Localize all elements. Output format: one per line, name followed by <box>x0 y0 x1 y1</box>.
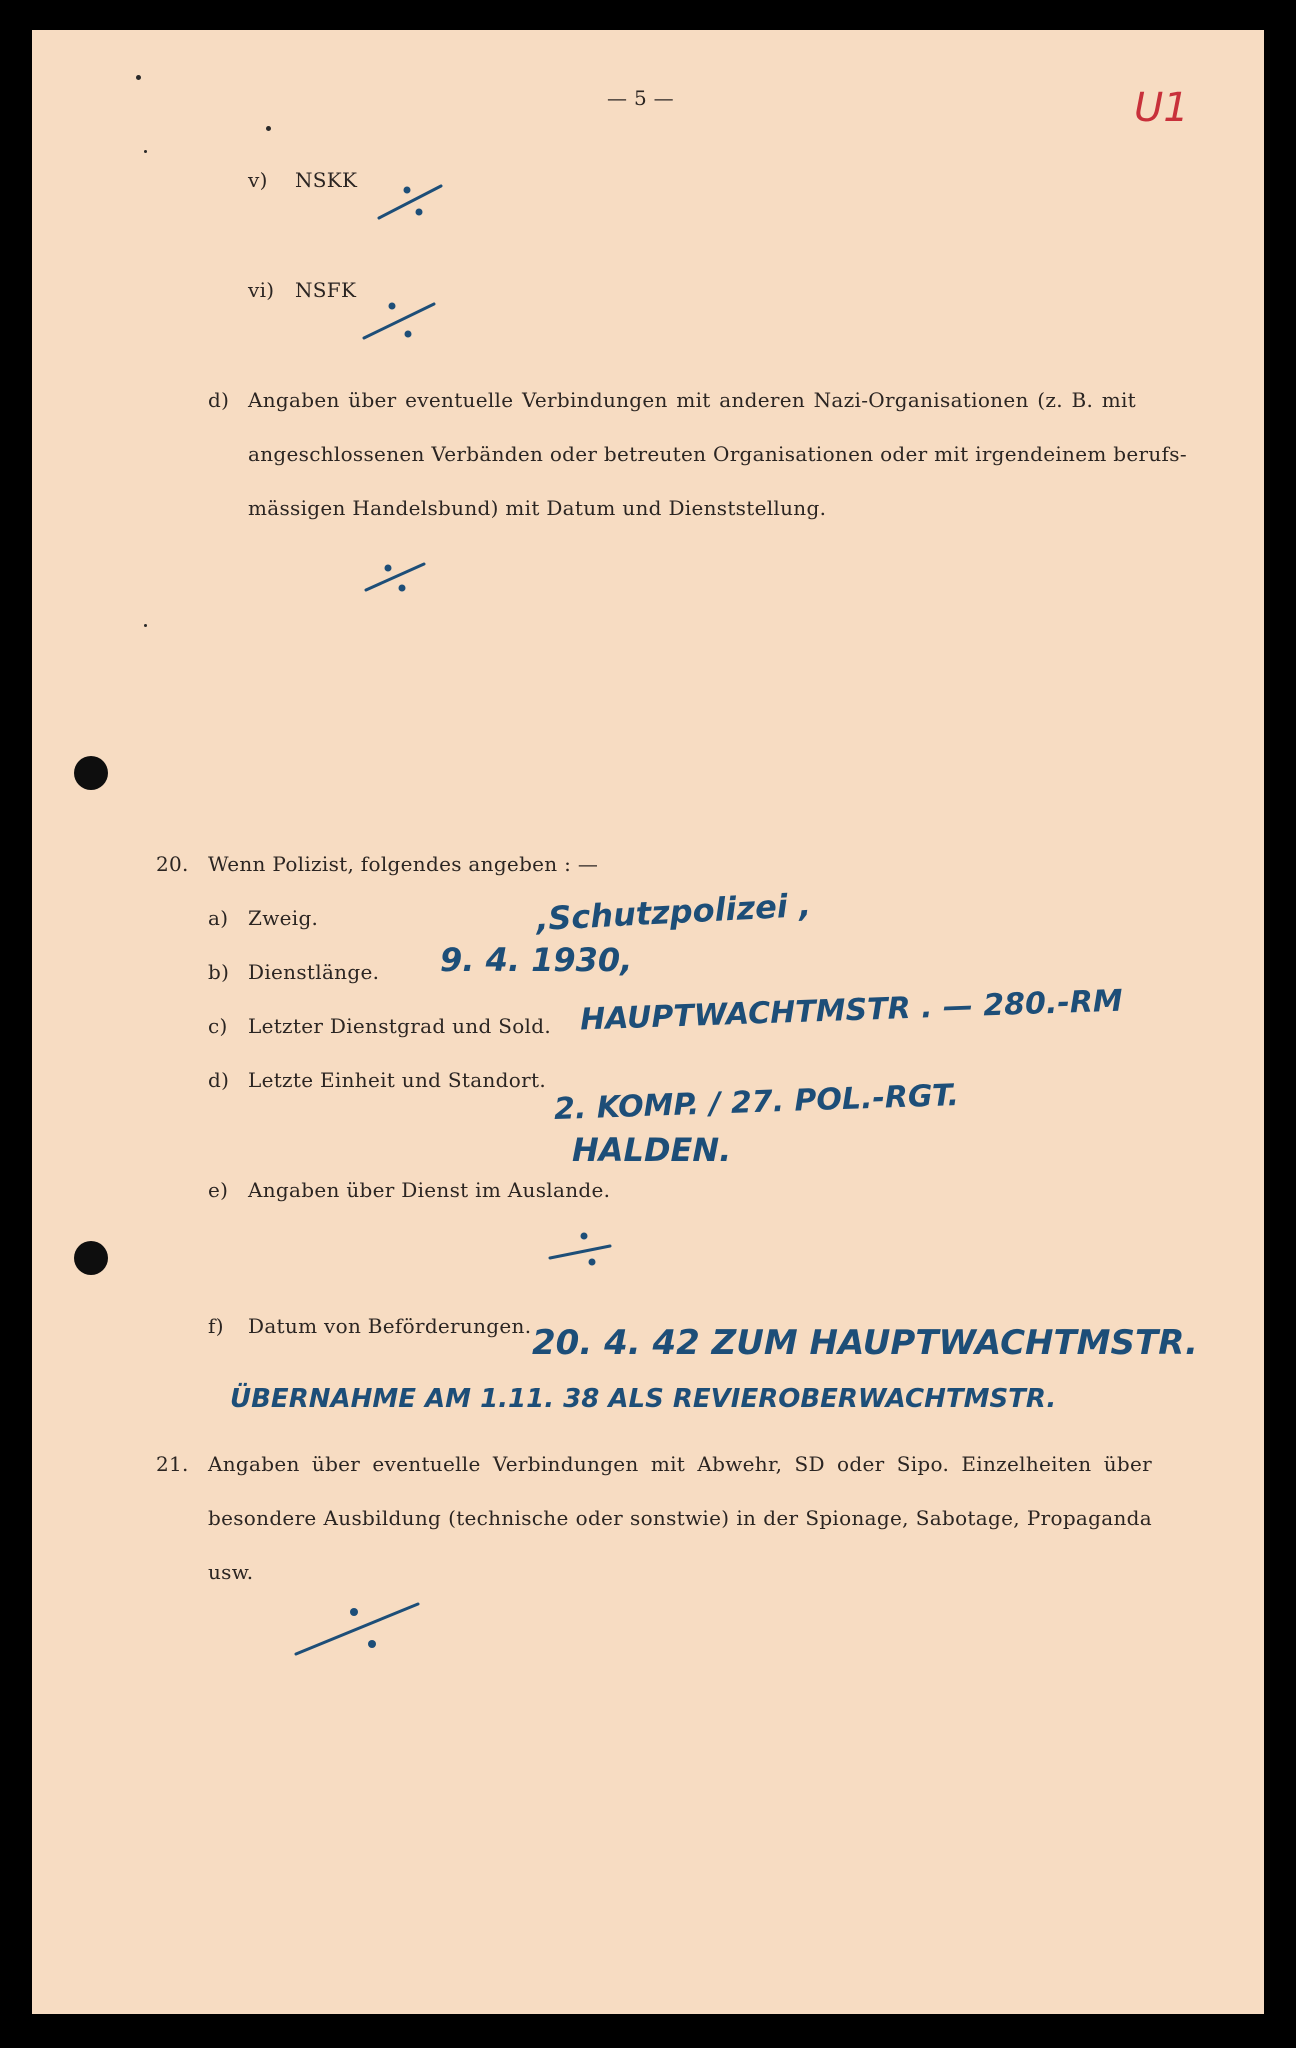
nil-mark <box>377 178 447 228</box>
question-number: 20. <box>156 852 189 876</box>
item-text: NSKK <box>295 168 358 192</box>
question-21-line-2: besondere Ausbildung (technische oder sonstwie) in der Spionage, Sabotage, Propaganda <box>208 1506 1152 1530</box>
item-label: vi) <box>248 278 275 302</box>
item-text: Letzter Dienstgrad und Sold. <box>248 1014 551 1038</box>
punch-hole <box>74 756 108 790</box>
speck <box>144 150 147 153</box>
item-label: c) <box>208 1014 228 1038</box>
handwritten-answer: HALDEN. <box>572 1131 732 1169</box>
nil-mark <box>364 558 434 598</box>
question-21-line-1: Angaben über eventuelle Verbindungen mit Abwehr, SD oder Sipo. Einzelheiten über <box>208 1452 1152 1476</box>
item-label: b) <box>208 960 230 984</box>
handwritten-answer: 2. KOMP. / 27. POL.-RGT. <box>553 1077 960 1128</box>
question-number: 21. <box>156 1452 189 1476</box>
item-text: Letzte Einheit und Standort. <box>248 1068 546 1092</box>
speck <box>136 75 141 80</box>
item-text: Zweig. <box>248 906 319 930</box>
document-page <box>32 30 1264 2014</box>
item-text: Datum von Beförderungen. <box>248 1314 532 1338</box>
question-title: Wenn Polizist, folgendes angeben : — <box>208 852 599 876</box>
item-text: NSFK <box>295 278 357 302</box>
nil-mark <box>292 1596 432 1666</box>
item-label: v) <box>248 168 268 192</box>
item-label: f) <box>208 1314 224 1338</box>
item-text: Angaben über Dienst im Auslande. <box>248 1178 611 1202</box>
page-number: — 5 — <box>607 86 674 110</box>
question-21-line-3: usw. <box>208 1560 254 1584</box>
item-text: Dienstlänge. <box>248 960 380 984</box>
nil-mark <box>548 1228 618 1268</box>
item-label: d) <box>208 1068 230 1092</box>
item-label: d) <box>208 388 230 412</box>
handwritten-answer: ,Schutzpolizei , <box>535 885 812 939</box>
corner-mark: U1 <box>1134 85 1189 131</box>
speck <box>266 126 271 131</box>
nil-mark <box>362 296 442 346</box>
item-label: a) <box>208 906 229 930</box>
speck <box>144 624 147 627</box>
handwritten-answer: 9. 4. 1930, <box>440 941 633 979</box>
handwritten-answer: 20. 4. 42 ZUM HAUPTWACHTMSTR. <box>532 1323 1198 1363</box>
punch-hole <box>74 1241 108 1275</box>
handwritten-answer: ÜBERNAHME AM 1.11. 38 ALS REVIEROBERWACHTMSTR. <box>230 1384 1057 1414</box>
item-label: e) <box>208 1178 229 1202</box>
item-d-line-2: angeschlossenen Verbänden oder betreuten Organisationen oder mit irgendeinem berufs- <box>248 442 1187 466</box>
item-d-line-1: Angaben über eventuelle Verbindungen mit anderen Nazi-Organisationen (z. B. mit <box>248 388 1136 412</box>
handwritten-answer: HAUPTWACHTMSTR . — 280.-RM <box>579 983 1124 1038</box>
item-d-line-3: mässigen Handelsbund) mit Datum und Dienststellung. <box>248 496 827 520</box>
